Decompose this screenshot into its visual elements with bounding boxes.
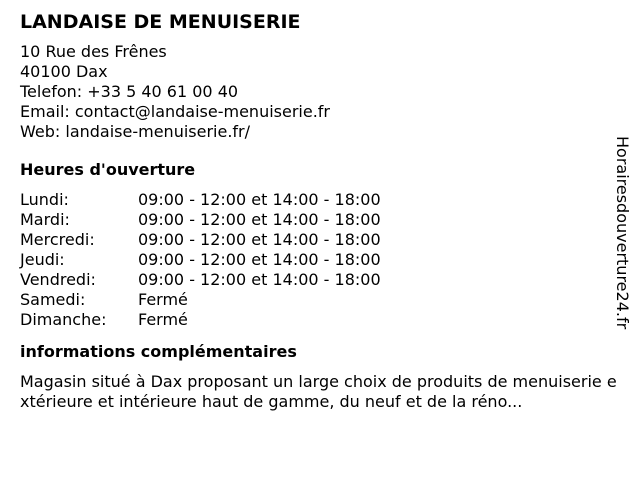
hours-row-sunday bbox=[20, 310, 620, 330]
day-label: Samedi: bbox=[20, 290, 86, 309]
hours-heading: Heures d'ouverture bbox=[20, 160, 196, 179]
hours-row-tuesday bbox=[20, 210, 620, 230]
email-address[interactable]: contact@landaise-menuiserie.fr bbox=[74, 102, 330, 121]
info-heading: informations complémentaires bbox=[20, 342, 297, 361]
hours-row-saturday bbox=[20, 290, 620, 310]
email-label: Email: bbox=[20, 102, 70, 121]
day-hours: 09:00 - 12:00 et 14:00 - 18:00 bbox=[138, 250, 381, 269]
info-description: Magasin situé à Dax proposant un large choix de produits de menuiserie extérieure et intérieure haut de gamme, du neuf et de la réno... bbox=[20, 372, 617, 411]
web-line bbox=[20, 122, 620, 142]
phone-number[interactable]: +33 5 40 61 00 40 bbox=[87, 82, 239, 101]
day-label: Jeudi: bbox=[20, 250, 65, 269]
hours-row-friday bbox=[20, 270, 620, 290]
day-label: Mardi: bbox=[20, 210, 70, 229]
business-card bbox=[20, 10, 620, 412]
day-label: Dimanche: bbox=[20, 310, 107, 329]
day-label: Mercredi: bbox=[20, 230, 95, 249]
hours-row-wednesday bbox=[20, 230, 620, 250]
day-hours: 09:00 - 12:00 et 14:00 - 18:00 bbox=[138, 230, 381, 249]
day-hours: Fermé bbox=[138, 290, 188, 309]
phone-label: Telefon: bbox=[20, 82, 83, 101]
business-name: LANDAISE DE MENUISERIE bbox=[20, 11, 301, 33]
address-line-2: 40100 Dax bbox=[20, 62, 108, 81]
hours-row-thursday bbox=[20, 250, 620, 270]
web-label: Web: bbox=[20, 122, 61, 141]
email-line bbox=[20, 102, 620, 122]
phone-line bbox=[20, 82, 620, 102]
day-hours: 09:00 - 12:00 et 14:00 - 18:00 bbox=[138, 210, 381, 229]
day-label: Vendredi: bbox=[20, 270, 96, 289]
day-hours: Fermé bbox=[138, 310, 188, 329]
day-label: Lundi: bbox=[20, 190, 69, 209]
day-hours: 09:00 - 12:00 et 14:00 - 18:00 bbox=[138, 190, 381, 209]
hours-list bbox=[20, 190, 620, 330]
address-line-1: 10 Rue des Frênes bbox=[20, 42, 167, 61]
site-watermark: Horairesdouverture24.fr bbox=[613, 136, 632, 330]
hours-row-monday bbox=[20, 190, 620, 210]
web-link[interactable]: landaise-menuiserie.fr/ bbox=[65, 122, 251, 141]
day-hours: 09:00 - 12:00 et 14:00 - 18:00 bbox=[138, 270, 381, 289]
